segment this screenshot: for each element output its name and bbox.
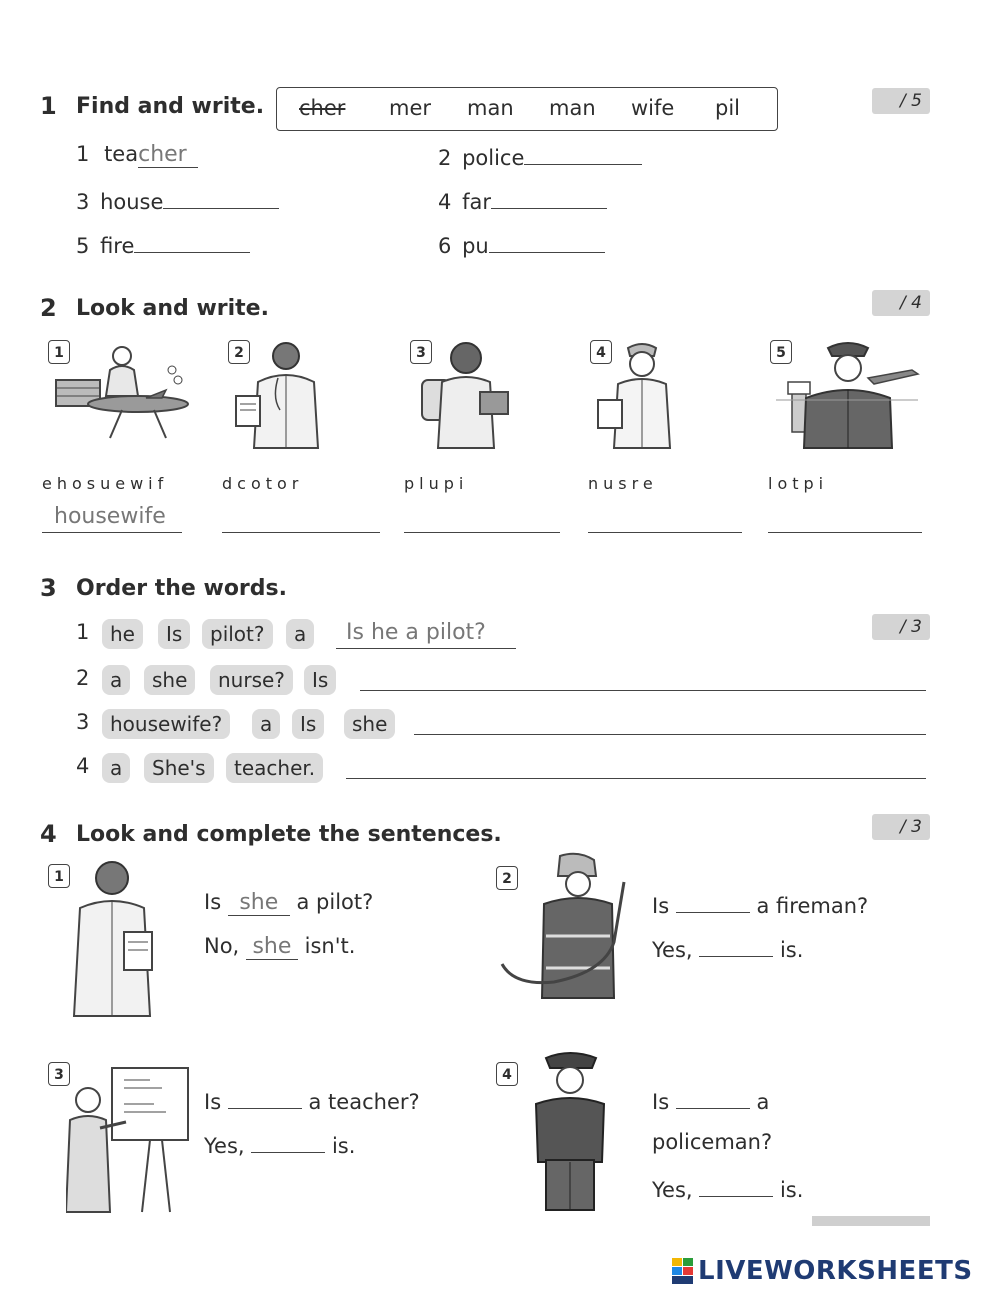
scrambled-word: plupi [404,474,469,493]
answer-end: isn't. [304,934,356,958]
answer-input[interactable]: Is he a pilot? [346,620,486,645]
section-3 [0,560,1000,790]
answer-input[interactable]: cher [138,142,198,168]
answer-line [222,532,380,533]
answer-input[interactable]: housewife [54,504,166,529]
item-stem: pu [462,234,489,258]
fill-item [438,142,642,170]
word-bank-item: man [467,96,514,120]
scrambled-word: lotpi [768,474,829,493]
picture-number: 2 [496,866,518,890]
word-bank-item: wife [631,96,675,120]
picture-number: 1 [48,340,70,364]
item-stem: house [100,190,164,214]
pilot-icon [772,338,922,450]
teacher-icon [66,1064,196,1214]
question-line [204,1086,420,1114]
item-number: 4 [438,190,452,214]
question-end: a teacher? [308,1090,420,1114]
doctor-woman-icon [66,856,166,1018]
item-number: 5 [76,234,90,258]
question-start: Is [204,1090,222,1114]
question-end: a pilot? [296,890,374,914]
answer-input[interactable] [134,230,250,253]
item-number: 1 [76,620,90,644]
nurse-icon [592,338,692,450]
footer-bar [812,1216,930,1226]
answer-line [336,648,516,649]
section-number: 1 [40,92,57,120]
word-chip[interactable]: he [102,619,143,649]
answer-input[interactable] [251,1130,325,1153]
word-bank-item: man [549,96,596,120]
answer-start: No, [204,934,240,958]
word-bank-item: mer [389,96,432,120]
item-stem: tea [104,142,139,166]
item-number: 6 [438,234,452,258]
item-number: 2 [438,146,452,170]
word-chip[interactable]: Is [158,619,190,649]
answer-input[interactable] [676,1086,750,1109]
picture-number: 3 [48,1062,70,1086]
word-chip[interactable]: she [344,709,395,739]
fill-item [438,186,607,214]
word-chip[interactable]: pilot? [202,619,273,649]
answer-line[interactable] [346,778,926,779]
section-number: 4 [40,820,57,848]
answer-line [652,1174,803,1202]
pupil-icon [418,338,528,450]
answer-input[interactable] [163,186,279,209]
word-bank-item: cher [299,96,346,120]
answer-input[interactable] [524,142,642,165]
word-chip[interactable]: a [286,619,314,649]
word-chip[interactable]: housewife? [102,709,230,739]
question-line-2: policeman? [652,1130,773,1154]
scrambled-word: dcotor [222,474,304,493]
picture-number: 1 [48,864,70,888]
fill-item [76,142,198,168]
answer-input[interactable] [699,1174,773,1197]
section-number: 3 [40,574,57,602]
item-number: 3 [76,710,90,734]
housewife-ironing-icon [50,340,190,440]
answer-input[interactable]: she [246,934,298,960]
policeman-icon [522,1050,622,1212]
word-chip[interactable]: a [102,665,130,695]
question-end: a fireman? [756,894,869,918]
word-chip[interactable]: teacher. [226,753,323,783]
item-stem: far [462,190,491,214]
picture-number: 4 [590,340,612,364]
doctor-icon [228,338,338,450]
word-chip[interactable]: she [144,665,195,695]
section-1 [0,0,1000,270]
question-start: Is [652,1090,670,1114]
answer-input[interactable] [228,1086,302,1109]
fill-item [76,230,250,258]
answer-input[interactable] [489,230,605,253]
word-chip[interactable]: a [102,753,130,783]
answer-input[interactable]: she [228,890,290,916]
word-chip[interactable]: nurse? [210,665,293,695]
section-number: 2 [40,294,57,322]
score-box: / 3 [872,814,930,840]
question-line [652,890,868,918]
answer-line [768,532,922,533]
answer-line [204,1130,355,1158]
liveworksheets-logo-icon [672,1258,694,1284]
picture-number: 3 [410,340,432,364]
answer-end: is. [331,1134,356,1158]
section-4 [0,810,1000,1230]
question-start: Is [204,890,222,914]
answer-line [404,532,560,533]
footer-brand[interactable]: LIVEWORKSHEETS [698,1256,973,1286]
item-number: 3 [76,190,90,214]
answer-start: Yes, [204,1134,245,1158]
word-bank [276,87,778,131]
scrambled-word: nusre [588,474,658,493]
answer-line[interactable] [360,690,926,691]
item-number: 1 [76,142,90,166]
fill-item [438,230,605,258]
score-box: / 5 [872,88,930,114]
answer-start: Yes, [652,1178,693,1202]
section-title: Look and complete the sentences. [76,822,502,847]
word-chip[interactable]: She's [144,753,214,783]
answer-input[interactable] [676,890,750,913]
item-stem: fire [100,234,135,258]
question-start: Is [652,894,670,918]
item-number: 4 [76,754,90,778]
fill-item [76,186,279,214]
answer-start: Yes, [652,938,693,962]
question-line [204,890,373,916]
item-number: 2 [76,666,90,690]
answer-line [588,532,742,533]
fireman-icon [494,852,644,1002]
word-chip[interactable]: Is [292,709,324,739]
answer-line [204,934,355,960]
score-box: / 4 [872,290,930,316]
question-end: a [756,1090,770,1114]
section-title: Look and write. [76,296,269,321]
section-title: Find and write. [76,94,265,119]
picture-number: 5 [770,340,792,364]
answer-input[interactable] [699,934,773,957]
answer-line[interactable] [414,734,926,735]
picture-number: 2 [228,340,250,364]
section-title: Order the words. [76,576,287,601]
picture-number: 4 [496,1062,518,1086]
scrambled-word: ehosuewif [42,474,169,493]
answer-end: is. [779,938,804,962]
question-line [652,1086,769,1114]
item-stem: police [462,146,525,170]
answer-input[interactable] [491,186,607,209]
answer-line [42,532,182,533]
score-box: / 3 [872,614,930,640]
word-chip[interactable]: Is [304,665,336,695]
word-bank-item: pil [715,96,740,120]
word-chip[interactable]: a [252,709,280,739]
section-2 [0,280,1000,540]
answer-end: is. [779,1178,804,1202]
answer-line [652,934,803,962]
